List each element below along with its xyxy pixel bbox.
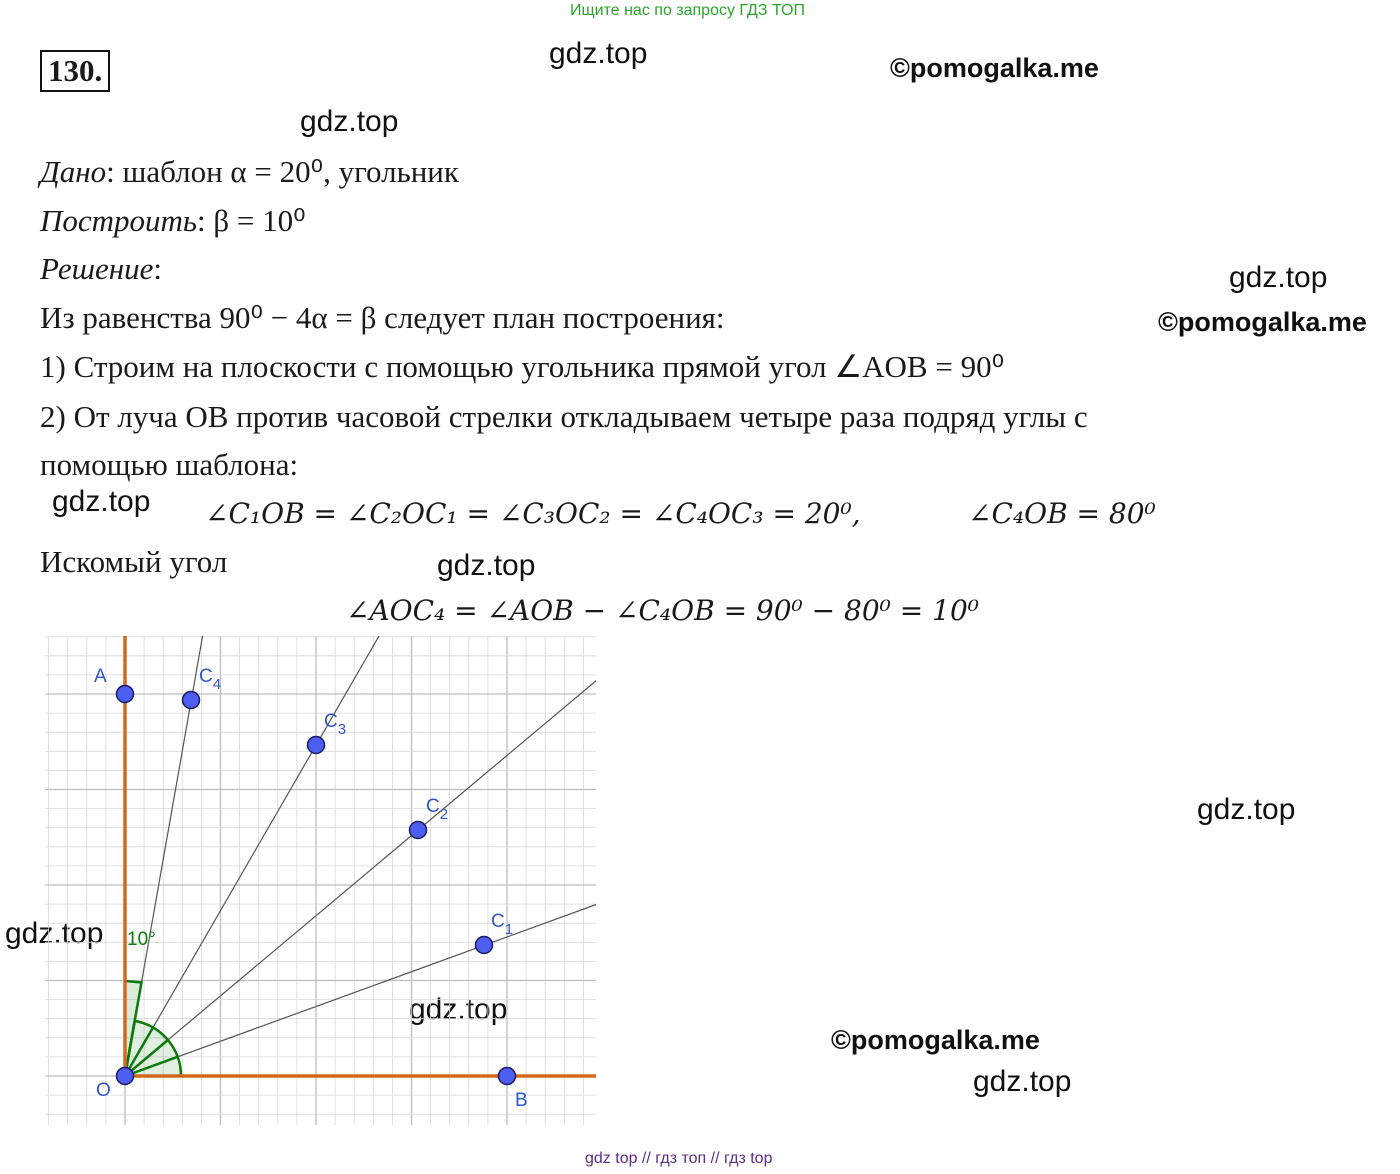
angle-label-10: 10° xyxy=(127,929,156,950)
step1-line: 1) Строим на плоскости с помощью угольника прямой угол ∠AOB = 90⁰ xyxy=(40,349,1004,384)
problem-number: 130 xyxy=(48,53,95,88)
watermark-pomogalka: ©pomogalka.me xyxy=(1158,307,1367,337)
label-a: A xyxy=(94,666,107,687)
point-o xyxy=(117,1068,134,1085)
watermark-pomogalka: ©pomogalka.me xyxy=(831,1025,1040,1055)
label-c1: $C_1$ xyxy=(491,911,514,938)
solution-colon: : xyxy=(153,251,162,286)
construct-text: : β = 10⁰ xyxy=(197,203,306,238)
result-equation: ∠AOC₄ = ∠AOB − ∠C₄OB = 90⁰ − 80⁰ = 10⁰ xyxy=(346,594,980,627)
construct-label: Построить xyxy=(40,203,198,238)
ray-oc2 xyxy=(125,562,738,1076)
watermark-gdz: gdz.top xyxy=(52,485,151,518)
plan-line: Из равенства 90⁰ − 4α = β следует план построения: xyxy=(40,300,725,335)
watermark-gdz: gdz.top xyxy=(300,105,399,138)
watermark-gdz: gdz.top xyxy=(5,917,104,950)
ray-oc1 xyxy=(125,802,877,1076)
ray-oc4 xyxy=(125,288,264,1076)
point-b xyxy=(499,1068,516,1085)
point-c4 xyxy=(183,692,200,709)
label-b: B xyxy=(515,1090,528,1111)
angles-equation: ∠C₁OB = ∠C₂OC₁ = ∠C₃OC₂ = ∠C₄OC₃ = 20⁰, xyxy=(205,497,861,530)
angle-c4ob-equation: ∠C₄OB = 80⁰ xyxy=(968,497,1156,530)
watermark-pomogalka: ©pomogalka.me xyxy=(890,53,1099,83)
watermark-gdz: gdz.top xyxy=(437,549,536,582)
given-label: Дано xyxy=(40,154,107,189)
sought-angle-line: Искомый угол xyxy=(40,544,228,579)
point-a xyxy=(117,686,134,703)
label-c3: $C_3$ xyxy=(324,711,347,738)
watermark-gdz: gdz.top xyxy=(1197,793,1296,826)
watermark-gdz: gdz.top xyxy=(1229,261,1328,294)
solution-label: Решение xyxy=(40,251,154,286)
top-banner: Ищите нас по запросу ГДЗ ТОП xyxy=(570,2,805,19)
watermark-gdz: gdz.top xyxy=(973,1065,1072,1098)
watermark-gdz: gdz.top xyxy=(409,993,508,1026)
watermark-gdz: gdz.top xyxy=(549,37,648,70)
angle-marks xyxy=(125,929,181,1076)
problem-number-box: 130. xyxy=(40,50,110,92)
step2-continuation-line: помощью шаблона: xyxy=(40,447,299,482)
label-c4: $C_4$ xyxy=(199,666,222,693)
point-c1 xyxy=(476,937,493,954)
rays xyxy=(125,288,877,1076)
given-text: : шаблон α = 20⁰, угольник xyxy=(106,154,459,189)
point-c3 xyxy=(308,737,325,754)
footer-links: gdz top // гдз топ // гдз top xyxy=(585,1150,773,1167)
label-o: O xyxy=(96,1080,111,1101)
label-c2: $C_2$ xyxy=(426,796,449,823)
step2-line: 2) От луча OB против часовой стрелки откладываем четыре раза подряд углы с xyxy=(40,399,1088,434)
point-c2 xyxy=(410,822,427,839)
